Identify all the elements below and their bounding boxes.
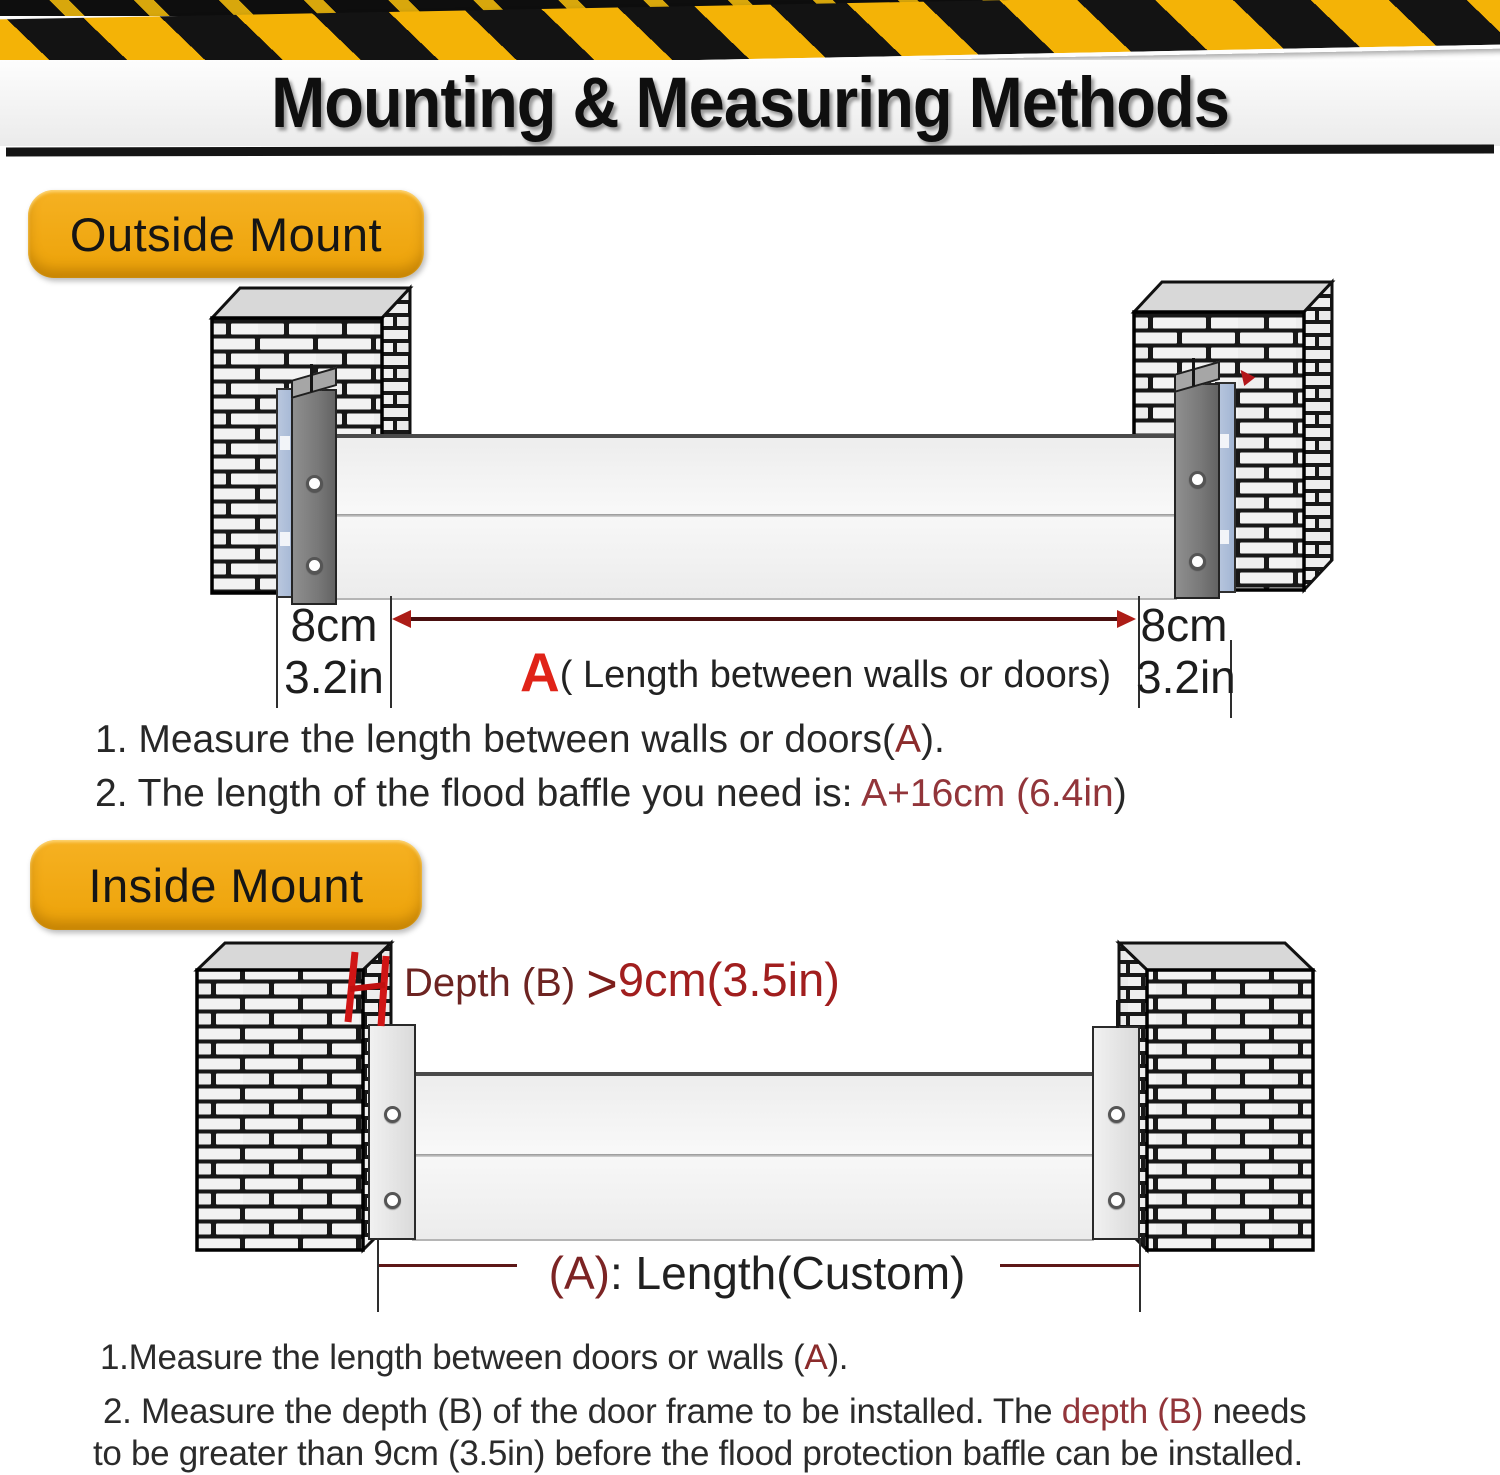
panel-seam [332,514,1177,517]
inside-step2-text: 2. Measure the depth (B) of the door frame to be installed. The [103,1392,1062,1431]
dim-line-left [379,1264,517,1267]
dim-line-right [1000,1264,1139,1267]
custom-length-text: : Length(Custom) [609,1247,966,1299]
outside-step-2 [95,772,1127,816]
screw-icon [1108,1192,1125,1209]
right-overlap-cm: 8cm [1140,599,1228,651]
depth-value: 9cm(3.5in) [617,953,840,1006]
channel-pin [310,364,313,392]
screw-icon [1108,1106,1125,1123]
depth-label-text: Depth (B) [404,961,587,1005]
outside-left-channel [291,389,337,605]
outside-step2-formula: A+16cm (6.4in [861,772,1114,815]
dim-tick [1139,1238,1141,1312]
outside-barrier-panel [332,434,1177,600]
seal-notch [280,532,290,546]
outside-mount-badge [28,190,424,278]
inside-step1-end: ). [827,1338,849,1377]
screw-icon [306,557,323,574]
bracket-pin [1116,1000,1119,1028]
dimension-arrow [392,610,1136,628]
depth-label [404,952,840,1015]
inside-step1-text: 1.Measure the length between doors or walls ( [100,1338,805,1377]
dim-tick [377,1238,379,1312]
left-overlap-in: 3.2in [284,651,384,703]
panel-seam [412,1154,1094,1157]
inside-step-2-line-2: to be greater than 9cm (3.5in) before the flood protection baffle can be installed. [93,1434,1303,1473]
page-title: Mounting & Measuring Methods [271,62,1229,143]
arrowhead-left-icon [392,610,411,628]
title-band [0,60,1500,146]
outside-step1-a: A [894,718,921,761]
length-a-label [520,640,1111,704]
custom-length-label [527,1246,987,1300]
right-overlap-in: 3.2in [1136,651,1236,703]
dimension-arrow-shaft [400,617,1128,621]
screw-icon [1189,553,1206,570]
outside-step1-end: ). [920,718,945,761]
inside-step2-end: needs [1203,1392,1307,1431]
inside-mount-badge-label: Inside Mount [88,858,364,912]
length-a-text: ( Length between walls or doors) [559,654,1112,696]
inside-step2-depth: depth (B) [1061,1392,1204,1431]
inside-right-bracket [1092,1026,1140,1240]
outside-mount-badge-label: Outside Mount [69,207,383,261]
screw-icon [384,1192,401,1209]
screw-icon [1189,471,1206,488]
inside-barrier-panel [412,1072,1094,1241]
dim-tick [276,596,278,708]
seal-notch [1219,530,1229,544]
arrowhead-right-icon [1117,610,1136,628]
channel-pin [1192,358,1195,386]
depth-bracket-icon [338,942,398,1032]
seal-notch [1219,434,1229,448]
inside-left-bracket [368,1024,416,1240]
outside-right-channel [1174,383,1220,599]
inside-step1-a: A [804,1338,828,1377]
greater-than-sign: > [586,954,618,1014]
custom-length-a: (A) [548,1247,610,1299]
outside-step-1 [95,718,945,762]
left-overlap-cm: 8cm [290,599,378,651]
seal-notch [280,436,290,450]
outside-step2-end: ) [1113,772,1127,815]
screw-icon [384,1106,401,1123]
inside-step-1 [100,1338,848,1378]
screw-icon [306,475,323,492]
header-divider [6,144,1494,156]
outside-step1-text: 1. Measure the length between walls or doors( [95,718,895,761]
length-a-letter: A [520,641,560,703]
inside-step-2-line-1 [103,1392,1306,1432]
outside-step2-text: 2. The length of the flood baffle you need is: [95,772,862,815]
inside-mount-badge [30,840,422,930]
